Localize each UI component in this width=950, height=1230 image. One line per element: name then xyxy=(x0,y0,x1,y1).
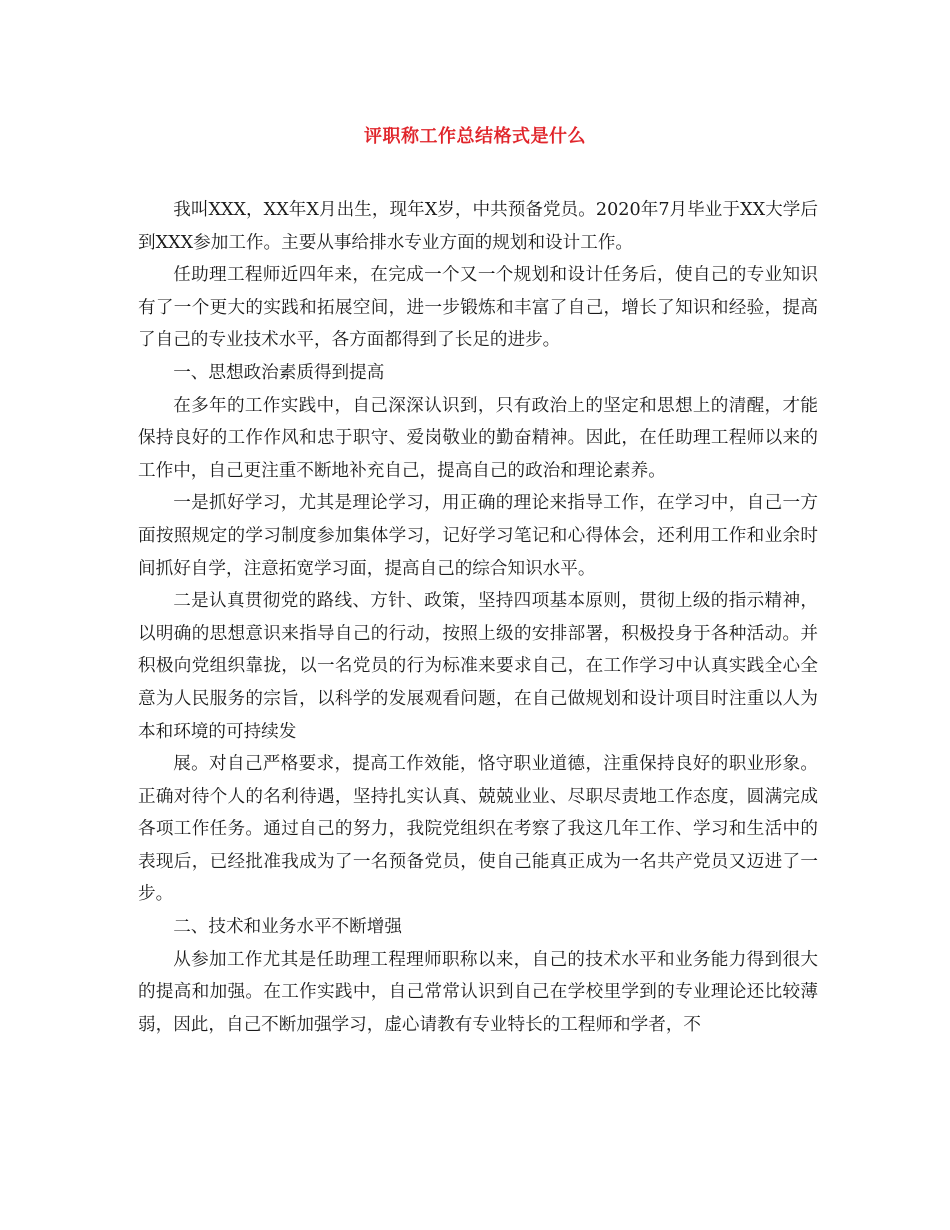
paragraph-political: 在多年的工作实践中，自己深深认识到，只有政治上的坚定和思想上的清醒，才能保持良好的工作作风和忠于职守、爱岗敬业的勤奋精神。因此，在任助理工程师以来的工作中，自己更注重不断地补充自己，提高自己的政治和理论素养。 xyxy=(138,395,818,481)
paragraph-overview: 任助理工程师近四年来，在完成一个又一个规划和设计任务后，使自己的专业知识有了一个更大的实践和拓展空间，进一步锻炼和丰富了自己，增长了知识和经验，提高了自己的专业技术水平，各方面都得到了长足的进步。 xyxy=(138,265,818,351)
document-body xyxy=(138,194,818,1041)
section-heading-political: 一、思想政治素质得到提高 xyxy=(173,362,385,383)
paragraph-intro: 我叫XXX，XX年X月出生，现年X岁，中共预备党员。2020年7月毕业于XX大学后到XXX参加工作。主要从事给排水专业方面的规划和设计工作。 xyxy=(138,200,818,253)
document-title: 评职称工作总结格式是什么 xyxy=(364,126,586,147)
section-heading-technical: 二、技术和业务水平不断增强 xyxy=(173,917,402,938)
paragraph-study: 一是抓好学习，尤其是理论学习，用正确的理论来指导工作，在学习中，自己一方面按照规定的学习制度参加集体学习，记好学习笔记和心得体会，还利用工作和业余时间抓好自学，注意拓宽学习面，提高自己的综合知识水平。 xyxy=(138,493,818,579)
paragraph-development: 展。对自己严格要求，提高工作效能，恪守职业道德，注重保持良好的职业形象。正确对待个人的名利待遇，坚持扎实认真、兢兢业业、尽职尽责地工作态度，圆满完成各项工作任务。通过自己的努力，我院党组织在考察了我这几年工作、学习和生活中的表现后，已经批准我成为了一名预备党员，使自己能真正成为一名共产党员又迈进了一步。 xyxy=(138,754,818,905)
paragraph-technical: 从参加工作尤其是任助理工程理师职称以来，自己的技术水平和业务能力得到很大的提高和加强。在工作实践中，自己常常认识到自己在学校里学到的专业理论还比较薄弱，因此，自己不断加强学习，虚心请教有专业特长的工程师和学者，不 xyxy=(138,949,818,1035)
paragraph-party-line: 二是认真贯彻党的路线、方针、政策，坚持四项基本原则，贯彻上级的指示精神，以明确的思想意识来指导自己的行动，按照上级的安排部署，积极投身于各种活动。并积极向党组织靠拢，以一名党员的行为标准来要求自己，在工作学习中认真实践全心全意为人民服务的宗旨，以科学的发展观看问题，在自己做规划和设计项目时注重以人为本和环境的可持续发 xyxy=(138,591,818,742)
